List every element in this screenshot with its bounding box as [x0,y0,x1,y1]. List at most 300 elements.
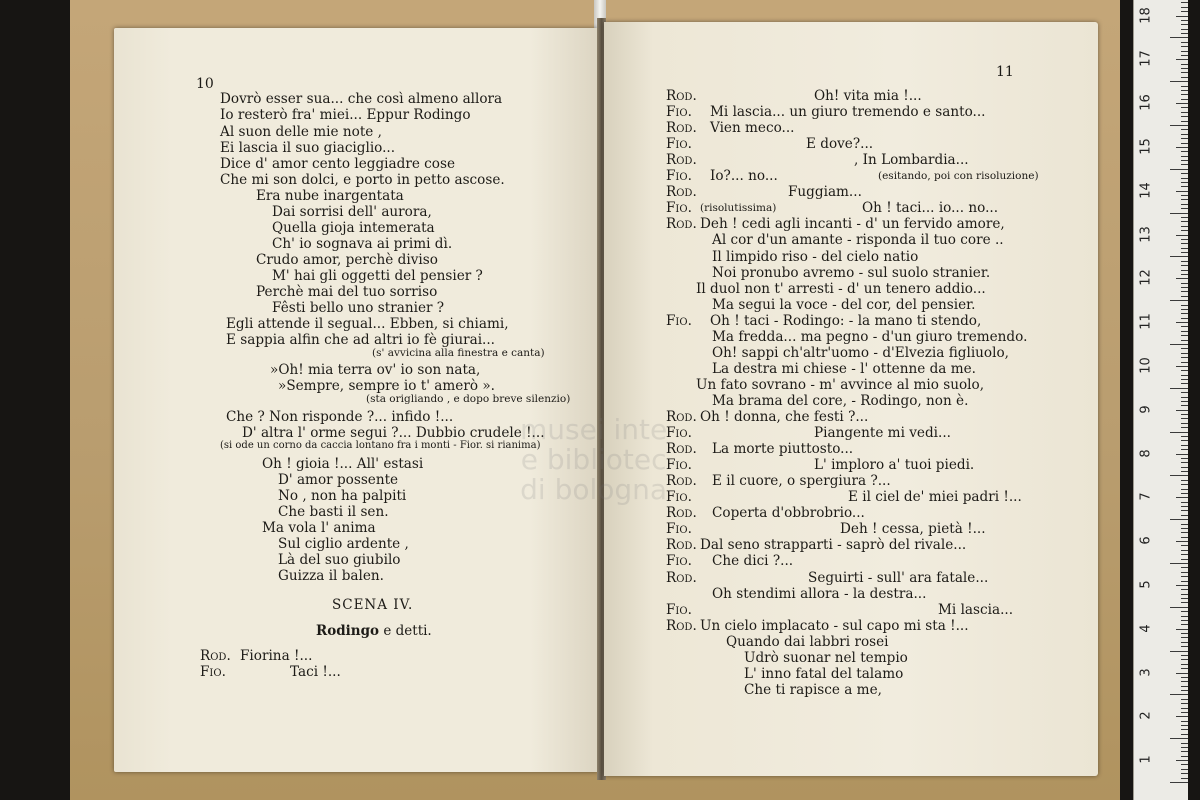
ruler-number: 5 [1138,580,1154,589]
ruler-number: 11 [1138,313,1154,330]
dialogue-line: Piangente mi vedi... [814,425,951,442]
ruler-tick [1170,782,1188,783]
ruler-tick [1170,37,1188,38]
ruler-tick [1181,690,1188,691]
verse-line: Fêsti bello uno stranier ? [272,300,445,316]
ruler-number: 12 [1138,269,1154,287]
ruler-tick [1181,576,1188,577]
speaker: Fio. [666,200,692,217]
dialogue-line: L' inno fatal del talamo [744,665,904,682]
ruler-tick [1170,81,1188,82]
ruler-tick [1181,199,1188,200]
ruler-number: 8 [1138,448,1154,458]
ruler-tick [1181,537,1188,538]
ruler-tick [1181,51,1188,52]
dialogue-line: Mi lascia... un giuro tremendo e santo... [710,104,986,121]
ruler-tick [1181,252,1188,253]
ruler-tick [1181,64,1188,65]
ruler-tick [1181,55,1188,56]
dialogue-line: Oh ! taci - Rodingo: - la mano ti stendo, [710,312,982,329]
speaker: Rod. [666,569,697,586]
ruler-tick [1181,160,1188,161]
ruler-tick [1181,703,1188,704]
speaker: Fio. [666,601,692,618]
ruler-tick [1181,379,1188,380]
ruler-tick [1181,510,1188,511]
ruler-tick [1181,151,1188,152]
ruler-tick [1181,462,1188,463]
dialogue-line: , In Lombardia... [854,152,969,169]
ruler-tick [1181,655,1188,656]
ruler-tick [1176,585,1188,586]
ruler-tick [1181,712,1188,713]
dialogue-line: Dal seno strapparti - saprò del rivale... [700,537,967,554]
speaker: Fio. [666,425,692,442]
dialogue-line: Udrò suonar nel tempio [744,649,908,666]
dialogue-line: Che dici ?... [712,553,794,570]
speaker: Rod. [666,184,697,201]
dialogue-line: Fuggiam... [788,184,862,201]
ruler-tick [1181,230,1188,231]
dialogue-line: L' imploro a' tuoi piedi. [814,457,975,474]
characters-rest: e detti. [379,623,432,639]
ruler-tick [1181,138,1188,139]
ruler-tick [1181,567,1188,568]
ruler-tick [1170,213,1188,214]
speaker: Rod. [666,505,697,522]
ruler-tick [1181,313,1188,314]
page-number: 11 [996,64,1014,80]
ruler-tick [1181,305,1188,306]
ruler-tick [1181,515,1188,516]
ruler-tick [1181,261,1188,262]
dialogue-line: Il duol non t' arresti - d' un tenero addio... [696,280,986,297]
ruler-tick [1181,129,1188,130]
verse-line: Perchè mai del tuo sorriso [256,284,438,300]
ruler-tick [1181,418,1188,419]
verse-line: Ma vola l' anima [262,520,376,536]
dialogue-line: Oh! sappi ch'altr'uomo - d'Elvezia figliuolo, [712,344,1009,361]
ruler-tick [1181,335,1188,336]
ruler-tick [1181,362,1188,363]
speaker: Rod. [666,152,697,169]
ruler-tick [1181,445,1188,446]
ruler-tick [1181,423,1188,424]
ruler-number: 13 [1138,225,1154,243]
verse-line: Al suon delle mie note , [220,124,382,140]
ruler-tick [1181,375,1188,376]
speaker: Rod. [666,617,697,634]
dialogue-line: Coperta d'obbrobrio... [712,505,865,522]
verse-line: »Sempre, sempre io t' amerò ». [278,378,495,394]
ruler-tick [1181,467,1188,468]
measuring-ruler [1133,0,1188,800]
verse-line: Ei lascia il suo giaciglio... [220,140,396,156]
dialogue-line: La destra mi chiese - l' ottenne da me. [712,360,976,377]
ruler-tick [1170,694,1188,695]
verse-line: Era nube inargentata [256,188,404,204]
dialogue-line: E il cuore, o spergiura ?... [712,473,891,490]
ruler-tick [1176,454,1188,455]
ruler-number: 2 [1138,711,1154,720]
ruler-number: 3 [1138,667,1154,677]
ruler-number: 6 [1138,536,1154,545]
ruler-tick [1170,125,1188,126]
ruler-tick [1181,29,1188,30]
verse-line: Io resterò fra' miei... Eppur Rodingo [220,107,471,123]
ruler-tick [1181,20,1188,21]
ruler-tick [1181,182,1188,183]
ruler-tick [1181,370,1188,371]
dialogue-line: Oh ! taci... io... no... [862,200,999,217]
ruler-number: 1 [1138,755,1154,764]
ruler-tick [1170,344,1188,345]
ruler-tick [1176,629,1188,630]
ruler-tick [1170,300,1188,301]
ruler-tick [1176,673,1188,674]
ruler-tick [1181,383,1188,384]
ruler-tick [1170,432,1188,433]
character-name: Rodingo [316,623,380,639]
dialogue-line: Vien meco... [710,120,795,137]
ruler-tick [1181,616,1188,617]
ruler-tick [1181,397,1188,398]
dialogue-line: Oh ! donna, che festi ?... [700,409,869,425]
ruler-tick [1181,664,1188,665]
ruler-number: 10 [1138,357,1154,374]
ruler-tick [1181,589,1188,590]
ruler-tick [1181,743,1188,744]
verse-line: Quella gioja intemerata [272,220,435,236]
verse-line: Sul ciglio ardente , [278,536,409,552]
ruler-tick [1181,602,1188,603]
ruler-tick [1181,392,1188,393]
dialogue-line: Fiorina !... [240,648,313,664]
stage-direction: (esitando, poi con risoluzione) [878,170,1039,182]
stage-direction: (sta origliando , e dopo breve silenzio) [366,393,571,405]
verse-line: Crudo amor, perchè diviso [256,252,438,268]
ruler-tick [1181,637,1188,638]
stage-direction: (s' avvicina alla finestra e canta) [372,347,545,359]
verse-line: Là del suo giubilo [278,552,401,568]
ruler-tick [1176,541,1188,542]
ruler-tick [1181,708,1188,709]
speaker: Rod. [666,441,697,458]
ruler-number: 15 [1138,138,1154,155]
watermark-line: di bologna [520,473,668,506]
ruler-tick [1181,405,1188,406]
verse-line: No , non ha palpiti [278,488,407,504]
ruler-tick [1181,112,1188,113]
ruler-tick [1170,388,1188,389]
ruler-tick [1181,274,1188,275]
scene-characters [316,623,432,639]
ruler-tick [1181,318,1188,319]
ruler-tick [1176,191,1188,192]
ruler-tick [1181,208,1188,209]
ruler-tick [1181,204,1188,205]
ruler-number: 18 [1138,6,1154,24]
speaker: Fio. [666,521,692,538]
ruler-tick [1181,68,1188,69]
ruler-tick [1181,243,1188,244]
ruler-tick [1181,86,1188,87]
ruler-tick [1176,497,1188,498]
ruler-tick [1181,414,1188,415]
ruler-tick [1181,532,1188,533]
ruler-tick [1181,116,1188,117]
page-number: 10 [196,76,214,92]
ruler-tick [1176,147,1188,148]
ruler-tick [1181,756,1188,757]
ruler-tick [1176,760,1188,761]
ruler-tick [1181,42,1188,43]
ruler-number: 4 [1138,624,1154,633]
ruler-tick [1170,651,1188,652]
ruler-tick [1181,357,1188,358]
speaker: Rod. [666,473,697,490]
ruler-tick [1181,2,1188,3]
ruler-tick [1170,738,1188,739]
ruler-tick [1181,545,1188,546]
ruler-tick [1181,598,1188,599]
ruler-tick [1181,489,1188,490]
ruler-tick [1176,103,1188,104]
ruler-tick [1170,256,1188,257]
verse-line: Guizza il balen. [278,568,385,584]
ruler-tick [1181,7,1188,8]
ruler-tick [1181,348,1188,349]
ruler-tick [1181,401,1188,402]
ruler-tick [1181,633,1188,634]
ruler-tick [1181,11,1188,12]
dialogue-line: E il ciel de' miei padri !... [848,489,1022,506]
ruler-tick [1181,554,1188,555]
verse-line: Che mi son dolci, e porto in petto ascose. [220,172,505,188]
ruler-tick [1181,24,1188,25]
ruler-tick [1181,226,1188,227]
ruler-tick [1181,550,1188,551]
ruler-tick [1181,528,1188,529]
ruler-tick [1170,519,1188,520]
watermark-line: e bibliotec [520,443,667,476]
ruler-tick [1181,559,1188,560]
ruler-tick [1181,296,1188,297]
speaker: Fio. [666,489,692,506]
ruler-tick [1181,502,1188,503]
ruler-tick [1181,747,1188,748]
ruler-tick [1181,721,1188,722]
dialogue-line: La morte piuttosto... [712,441,854,458]
dialogue-line: Oh! vita mia !... [814,88,922,104]
ruler-number: 17 [1138,50,1154,68]
dialogue-line: Seguirti - sull' ara fatale... [808,569,989,586]
speaker: Rod. [666,216,697,233]
dialogue-line: Quando dai labbri rosei [726,633,889,650]
ruler-tick [1176,410,1188,411]
ruler-tick [1181,94,1188,95]
ruler-tick [1170,607,1188,608]
speaker: Fio. [666,312,692,329]
dialogue-line: Noi pronubo avremo - sul suolo stranier. [712,264,991,281]
ruler-tick [1181,72,1188,73]
speaker: Rod. [666,88,697,104]
dialogue-line: Taci !... [290,664,341,680]
ruler-tick [1181,270,1188,271]
verse-line: E sappia alfin che ad altri io fè giurai... [226,332,496,348]
ruler-tick [1176,716,1188,717]
ruler-tick [1181,283,1188,284]
ruler-tick [1181,178,1188,179]
speaker: Fio. [666,104,692,121]
dialogue-line: Oh stendimi allora - la destra... [712,585,927,602]
ruler-tick [1181,734,1188,735]
dialogue-line: Deh ! cedi agli incanti - d' un fervido amore, [700,216,1005,233]
verse-line: Ch' io sognava ai primi dì. [272,236,453,252]
ruler-tick [1181,77,1188,78]
ruler-tick [1181,449,1188,450]
verse-line: Dai sorrisi dell' aurora, [272,204,432,220]
ruler-tick [1181,291,1188,292]
dialogue-line: Mi lascia... [938,601,1014,618]
ruler-tick [1176,235,1188,236]
ruler-tick [1181,121,1188,122]
verse-line: Che basti il sen. [278,504,389,520]
ruler-number: 7 [1138,492,1154,501]
ruler-tick [1181,611,1188,612]
ruler-tick [1181,46,1188,47]
ruler-tick [1181,287,1188,288]
ruler-tick [1181,436,1188,437]
dialogue-line: Al cor d'un amante - risponda il tuo core .. [712,232,1004,249]
ruler-tick [1170,563,1188,564]
ruler-tick [1181,751,1188,752]
ruler-tick [1181,620,1188,621]
ruler-tick [1181,642,1188,643]
dialogue-line: Deh ! cessa, pietà !... [840,521,986,538]
ruler-tick [1181,764,1188,765]
ruler-tick [1181,699,1188,700]
ruler-tick [1181,90,1188,91]
speaker: Rod. [666,537,697,554]
scene-heading: SCENA IV. [332,597,414,613]
speaker: Fio. [666,553,692,570]
ruler-tick [1181,221,1188,222]
dialogue-line: Ma fredda... ma pegno - d'un giuro tremendo. [712,328,1028,345]
ruler-number: 16 [1138,94,1154,111]
ruler-tick [1181,265,1188,266]
ruler-tick [1181,681,1188,682]
right-page [604,22,1098,776]
ruler-tick [1181,217,1188,218]
speaker: Fio. [666,457,692,474]
ruler-tick [1181,195,1188,196]
ruler-tick [1181,729,1188,730]
ruler-tick [1181,134,1188,135]
left-page [114,28,598,772]
ruler-tick [1181,186,1188,187]
ruler-tick [1181,484,1188,485]
dialogue-line: Il limpido riso - del cielo natio [712,248,919,265]
ruler-tick [1181,353,1188,354]
ruler-tick [1181,480,1188,481]
verse-line: Dovrò esser sua... che così almeno allora [220,91,503,107]
dialogue-line: Io?... no... [710,168,778,185]
ruler-tick [1181,164,1188,165]
dialogue-line: Un cielo implacato - sul capo mi sta !... [700,617,969,634]
ruler-tick [1181,107,1188,108]
ruler-tick [1170,169,1188,170]
ruler-tick [1170,475,1188,476]
ruler-tick [1181,99,1188,100]
ruler-number: 14 [1138,181,1154,199]
verse-line: D' amor possente [278,472,399,488]
dialogue-line: Ma brama del core, - Rodingo, non è. [712,392,969,409]
ruler-tick [1181,769,1188,770]
ruler-tick [1181,309,1188,310]
speaker: Rod. [666,409,697,425]
ruler-tick [1181,471,1188,472]
verse-line: M' hai gli oggetti del pensier ? [272,268,483,284]
ruler-tick [1181,427,1188,428]
dialogue-line: Un fato sovrano - m' avvince al mio suolo, [696,376,985,393]
ruler-tick [1181,773,1188,774]
ruler-tick [1181,239,1188,240]
ruler-tick [1181,668,1188,669]
ruler-tick [1181,778,1188,779]
ruler-tick [1181,33,1188,34]
ruler-tick [1181,646,1188,647]
speaker: Rod. [666,120,697,137]
speaker: Fio. [200,664,226,680]
ruler-tick [1181,725,1188,726]
ruler-tick [1181,173,1188,174]
verse-line: Egli attende il segual... Ebben, si chiami, [226,316,509,332]
stage-direction: (si ode un corno da caccia lontano fra i monti - Fior. si rianima) [220,440,541,451]
dialogue-line: Che ti rapisce a me, [744,681,882,698]
ruler-tick [1181,458,1188,459]
ruler-tick [1176,366,1188,367]
ruler-tick [1176,59,1188,60]
ruler-tick [1176,278,1188,279]
watermark-line: musei inte [520,413,668,446]
ruler-tick [1181,677,1188,678]
speaker: Fio. [666,136,692,153]
ruler-tick [1181,506,1188,507]
ruler-tick [1181,248,1188,249]
ruler-tick [1181,331,1188,332]
ruler-tick [1181,524,1188,525]
dialogue-line: E dove?... [806,136,874,153]
ruler-tick [1181,143,1188,144]
museum-watermark [520,415,667,505]
ruler-tick [1176,16,1188,17]
speaker: Fio. [666,168,692,185]
ruler-tick [1181,340,1188,341]
ruler-tick [1181,493,1188,494]
ruler-tick [1181,659,1188,660]
verse-line: »Oh! mia terra ov' io son nata, [270,362,481,378]
ruler-number: 9 [1138,405,1154,414]
ruler-tick [1181,156,1188,157]
verse-line: Oh ! gioia !... All' estasi [262,456,424,472]
ruler-tick [1181,326,1188,327]
verse-line: Che ? Non risponde ?... infido !... [226,409,454,425]
ruler-tick [1181,581,1188,582]
stage-direction: (risolutissima) [700,202,777,214]
ruler-tick [1181,686,1188,687]
ruler-tick [1181,440,1188,441]
